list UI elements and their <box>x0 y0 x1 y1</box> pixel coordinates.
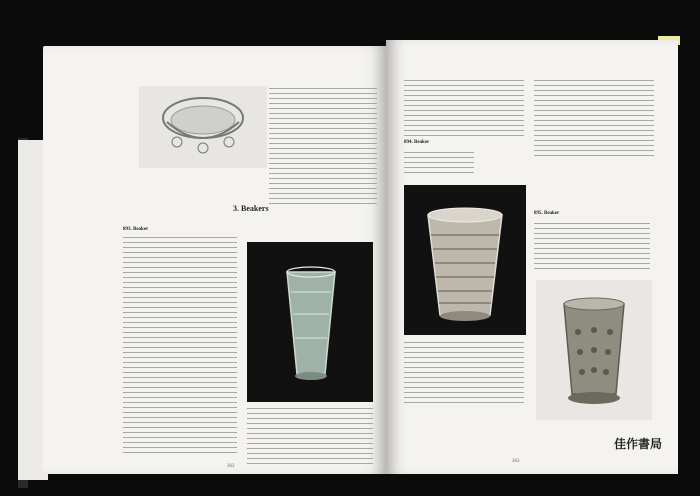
page-number-right: 363 <box>512 459 520 464</box>
prunted-beaker-icon <box>536 280 652 420</box>
text-column-top-right <box>534 80 654 160</box>
left-page <box>43 46 386 474</box>
text-column-top-right <box>269 88 377 208</box>
glass-beaker-icon <box>247 242 373 402</box>
entry-title-894: 894. Beaker <box>404 140 430 145</box>
section-heading: 3. Beakers <box>233 204 269 213</box>
caption-text-column <box>247 408 373 468</box>
beaker-photo-left <box>247 242 373 402</box>
entry-894-details <box>404 152 474 177</box>
ribbed-beaker-icon <box>404 185 526 335</box>
bowl-photo <box>139 86 267 168</box>
beaker-photo-895 <box>536 280 652 420</box>
right-page <box>386 40 678 474</box>
entry-895-details <box>534 223 650 273</box>
text-column-top-left <box>404 80 524 140</box>
publisher-stamp: 佳作書局 <box>613 437 662 451</box>
entry-title: 893. Beaker <box>123 227 149 232</box>
page-number-left: 362 <box>227 464 235 469</box>
entry-title-895: 895. Beaker <box>534 211 560 216</box>
caption-894 <box>404 342 524 407</box>
open-book <box>18 28 690 478</box>
beaker-photo-894 <box>404 185 526 335</box>
glass-bowl-icon <box>139 86 267 168</box>
entry-text-column <box>123 237 237 457</box>
